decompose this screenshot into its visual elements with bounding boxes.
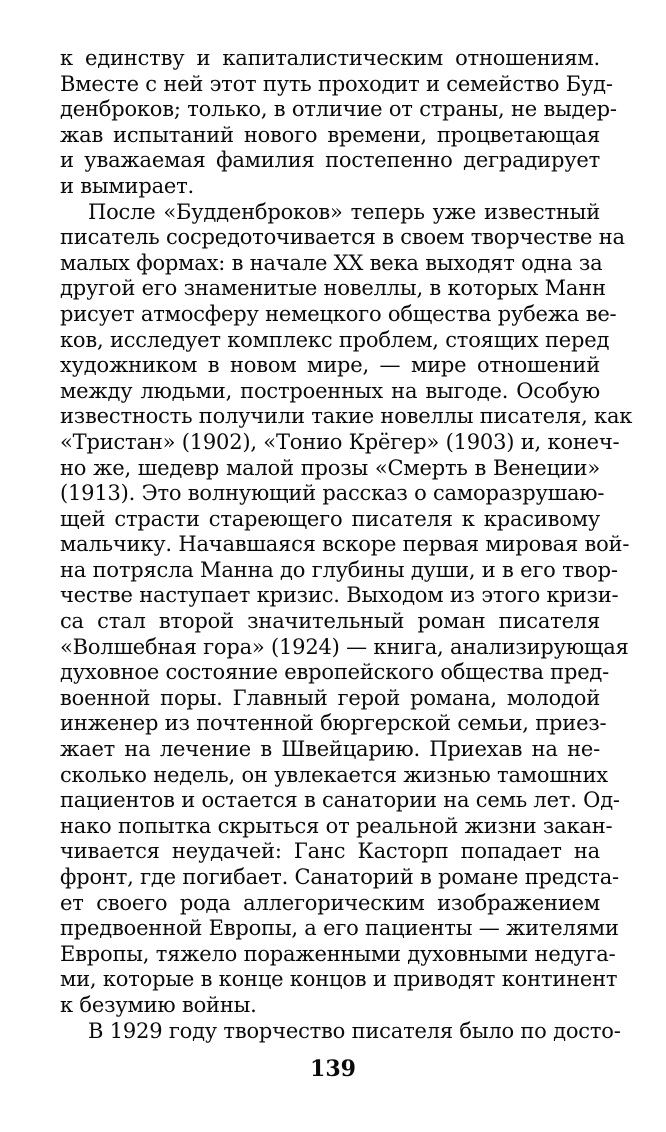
text-line: и вымирает. [60,173,195,198]
text-line: чивается неудачей: Ганс Касторп попадает на [60,839,600,864]
text-line: на потрясла Манна до глубины души, и в его твор- [60,557,618,582]
text-line: и уважаемая фамилия постепенно деградирует [60,148,600,173]
text-line: жает на лечение в Швейцарию. Приехав на не- [60,737,600,762]
text-line: писатель сосредоточивается в своем творчестве на [60,225,625,250]
text-line: к единству и капиталистическим отношениям. [60,46,600,70]
text-line: известность получили такие новеллы писателя, как [60,404,633,429]
text-line: малых формах: в начале XX века выходят одна за [60,250,603,275]
page-body [60,46,633,1044]
text-line: художником в новом мире, — мире отношений [60,353,600,378]
text-line: сколько недель, он увлекается жизнью тамошних [60,762,608,787]
text-line: пациентов и остается в санатории на семь лет. Од- [60,788,620,813]
text-line: Европы, тяжело пораженными духовными недуга- [60,941,616,966]
text-line: между людьми, построенных на выгоде. Особую [60,378,600,403]
text-line: духовное состояние европейского общества пред- [60,660,610,685]
text-line: но же, шедевр малой прозы «Смерть в Венеции» [60,455,600,480]
text-line: (1913). Это волнующий рассказ о саморазрушаю- [60,481,605,506]
text-line: жав испытаний нового времени, процветающая [60,122,600,147]
text-line: денброков; только, в отличие от страны, не выдер- [60,97,617,122]
text-line: ков, исследует комплекс проблем, стоящих перед [60,327,610,352]
text-line: инженер из почтенной бюргерской семьи, приез- [60,711,607,736]
text-line: ми, которые в конце концов и приводят континент [60,967,618,992]
text-line: предвоенной Европы, а его пациенты — жителями [60,916,619,941]
text-line: нако попытка скрыться от реальной жизни закан- [60,813,613,838]
text-line: щей страсти стареющего писателя к красивому [60,506,600,531]
text-line: рисует атмосферу немецкого общества рубежа ве- [60,301,617,326]
text-line: военной поры. Главный герой романа, молодой [60,685,600,710]
text-line: мальчику. Начавшаяся вскоре первая мировая вой- [60,532,630,557]
text-line: другой его знаменитые новеллы, в которых Манн [60,276,606,301]
text-line: После «Будденброков» теперь уже известный [88,199,600,224]
page-number: 139 [310,1056,356,1082]
text-line: честве наступает кризис. Выходом из этого кризи- [60,583,619,608]
text-line: ет своего рода аллегорическим изображением [60,890,600,915]
text-line: са стал второй значительный роман писателя [60,609,600,634]
text-line: «Тристан» (1902), «Тонио Крёгер» (1903) и, конеч- [60,429,620,454]
text-line: к безумию войны. [60,992,257,1017]
text-line: В 1929 году творчество писателя было по досто- [88,1018,621,1043]
text-line: Вместе с ней этот путь проходит и семейство Буд- [60,71,613,96]
text-line: «Волшебная гора» (1924) — книга, анализирующая [60,634,629,659]
text-line: фронт, где погибает. Санаторий в романе предста- [60,865,619,889]
